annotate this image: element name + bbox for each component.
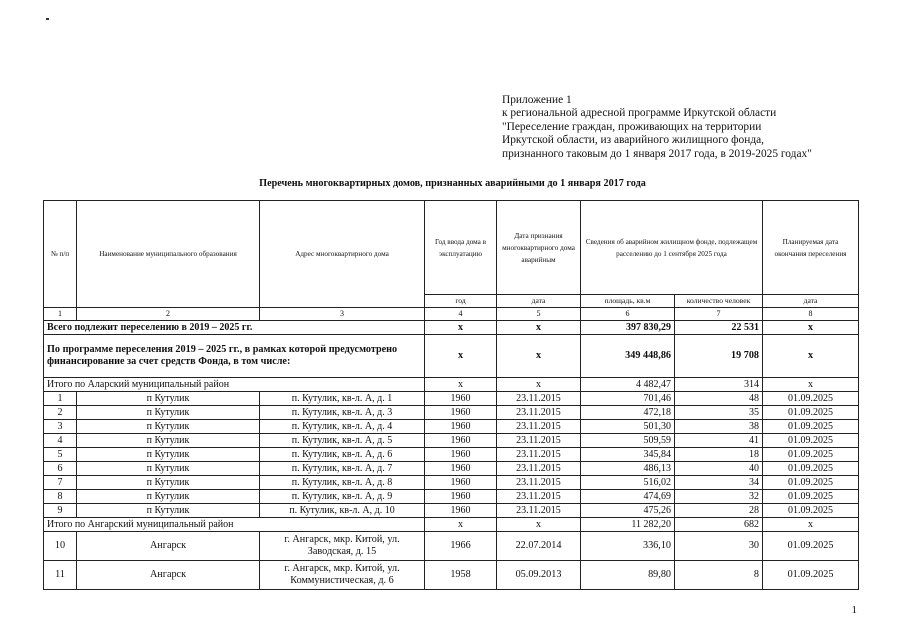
sub-date: дата — [497, 295, 581, 308]
angarsk-total-people: 682 — [675, 518, 763, 532]
cell-people: 18 — [675, 448, 763, 462]
alar-total-planned: x — [763, 378, 859, 392]
cell-address: г. Ангарск, мкр. Китой, ул. Заводская, д. 15 — [260, 532, 425, 561]
table-row — [44, 490, 859, 504]
cell-year: 1960 — [425, 406, 497, 420]
cell-date: 05.09.2013 — [497, 561, 581, 590]
cell-area: 501,30 — [581, 420, 675, 434]
angarsk-total-planned: x — [763, 518, 859, 532]
header-fund-info: Сведения об аварийном жилищном фонде, подлежащем расселению до 1 сентября 2025 года — [581, 201, 763, 295]
cell-date: 23.11.2015 — [497, 392, 581, 406]
col-number: 4 — [425, 308, 497, 321]
cell-area: 516,02 — [581, 476, 675, 490]
cell-num: 11 — [44, 561, 77, 590]
cell-address: п. Кутулик, кв-л. А, д. 4 — [260, 420, 425, 434]
cell-area: 486,13 — [581, 462, 675, 476]
table-row — [44, 448, 859, 462]
appendix-line: Иркутской области, из аварийного жилищного фонда, — [502, 134, 765, 147]
cell-area: 474,69 — [581, 490, 675, 504]
cell-num: 3 — [44, 420, 77, 434]
total-people: 22 531 — [675, 321, 763, 335]
header-num: № п/п — [44, 201, 77, 308]
header-row — [44, 201, 859, 295]
appendix-line: "Переселение граждан, проживающих на территории — [502, 120, 762, 133]
cell-address: п. Кутулик, кв-л. А, д. 3 — [260, 406, 425, 420]
cell-people: 8 — [675, 561, 763, 590]
appendix-line: признанного таковым до 1 января 2017 года, в 2019-2025 годах" — [502, 147, 812, 160]
cell-area: 89,80 — [581, 561, 675, 590]
sub-area: площадь, кв.м — [581, 295, 675, 308]
cell-area: 701,46 — [581, 392, 675, 406]
cell-area: 475,26 — [581, 504, 675, 518]
program-label: По программе переселения 2019 – 2025 гг., в рамках которой предусмотрено финансирование за счет средств Фонда, в том числе: — [44, 335, 425, 378]
cell-people: 32 — [675, 490, 763, 504]
sub-people: количество человек — [675, 295, 763, 308]
table-row — [44, 420, 859, 434]
cell-date: 23.11.2015 — [497, 406, 581, 420]
cell-year: 1960 — [425, 462, 497, 476]
cell-people: 41 — [675, 434, 763, 448]
cell-people: 40 — [675, 462, 763, 476]
cell-area: 472,18 — [581, 406, 675, 420]
total-planned: x — [763, 321, 859, 335]
col-number: 6 — [581, 308, 675, 321]
cell-num: 7 — [44, 476, 77, 490]
col-number: 5 — [497, 308, 581, 321]
cell-planned: 01.09.2025 — [763, 434, 859, 448]
cell-num: 8 — [44, 490, 77, 504]
angarsk-total-area: 11 282,20 — [581, 518, 675, 532]
cell-year: 1960 — [425, 476, 497, 490]
cell-date: 22.07.2014 — [497, 532, 581, 561]
cell-year: 1960 — [425, 434, 497, 448]
cell-people: 30 — [675, 532, 763, 561]
cell-planned: 01.09.2025 — [763, 392, 859, 406]
alar-total-year: x — [425, 378, 497, 392]
cell-year: 1960 — [425, 392, 497, 406]
cell-planned: 01.09.2025 — [763, 561, 859, 590]
table-row — [44, 434, 859, 448]
cell-municipality: п Кутулик — [77, 462, 260, 476]
cell-date: 23.11.2015 — [497, 434, 581, 448]
table-row — [44, 504, 859, 518]
header-address: Адрес многоквартирного дома — [260, 201, 425, 308]
col-number: 1 — [44, 308, 77, 321]
table-row — [44, 476, 859, 490]
cell-year: 1958 — [425, 561, 497, 590]
cell-date: 23.11.2015 — [497, 504, 581, 518]
col-number: 3 — [260, 308, 425, 321]
cell-address: п. Кутулик, кв-л. А, д. 10 — [260, 504, 425, 518]
header-municipality: Наименование муниципального образования — [77, 201, 260, 308]
header-year: Год ввода дома в эксплуатацию — [425, 201, 497, 295]
cell-planned: 01.09.2025 — [763, 504, 859, 518]
sub-year: год — [425, 295, 497, 308]
angarsk-total-date: x — [497, 518, 581, 532]
cell-people: 38 — [675, 420, 763, 434]
total-date: x — [497, 321, 581, 335]
cell-planned: 01.09.2025 — [763, 532, 859, 561]
cell-planned: 01.09.2025 — [763, 462, 859, 476]
header-date-recognized: Дата признания многоквартирного дома аварийным — [497, 201, 581, 295]
appendix-line: Приложение 1 — [502, 94, 572, 106]
cell-area: 345,84 — [581, 448, 675, 462]
program-people: 19 708 — [675, 335, 763, 378]
program-planned: x — [763, 335, 859, 378]
cell-municipality: п Кутулик — [77, 448, 260, 462]
angarsk-total-label: Итого по Ангарский муниципальный район — [44, 518, 425, 532]
program-date: x — [497, 335, 581, 378]
page-number: 1 — [851, 604, 857, 616]
cell-municipality: п Кутулик — [77, 504, 260, 518]
total-area: 397 830,29 — [581, 321, 675, 335]
appendix-line: к региональной адресной программе Иркутской области — [502, 107, 777, 120]
table-row — [44, 392, 859, 406]
cell-municipality: п Кутулик — [77, 392, 260, 406]
cell-date: 23.11.2015 — [497, 448, 581, 462]
scan-speck — [46, 18, 49, 20]
appendix-note — [502, 94, 882, 161]
column-numbers-row — [44, 308, 859, 321]
cell-municipality: п Кутулик — [77, 490, 260, 504]
cell-municipality: п Кутулик — [77, 420, 260, 434]
cell-num: 5 — [44, 448, 77, 462]
total-label: Всего подлежит переселению в 2019 – 2025 гг. — [44, 321, 425, 335]
col-number: 8 — [763, 308, 859, 321]
cell-municipality: п Кутулик — [77, 406, 260, 420]
program-year: x — [425, 335, 497, 378]
cell-year: 1960 — [425, 490, 497, 504]
cell-num: 2 — [44, 406, 77, 420]
cell-num: 10 — [44, 532, 77, 561]
cell-municipality: п Кутулик — [77, 434, 260, 448]
cell-address: п. Кутулик, кв-л. А, д. 8 — [260, 476, 425, 490]
cell-year: 1960 — [425, 448, 497, 462]
program-row — [44, 335, 859, 378]
cell-year: 1960 — [425, 504, 497, 518]
program-area: 349 448,86 — [581, 335, 675, 378]
cell-planned: 01.09.2025 — [763, 448, 859, 462]
table-row — [44, 462, 859, 476]
cell-planned: 01.09.2025 — [763, 476, 859, 490]
alar-total-row — [44, 378, 859, 392]
col-number: 2 — [77, 308, 260, 321]
cell-date: 23.11.2015 — [497, 476, 581, 490]
cell-planned: 01.09.2025 — [763, 490, 859, 504]
total-row — [44, 321, 859, 335]
cell-people: 35 — [675, 406, 763, 420]
alar-total-people: 314 — [675, 378, 763, 392]
cell-planned: 01.09.2025 — [763, 420, 859, 434]
cell-area: 336,10 — [581, 532, 675, 561]
cell-address: г. Ангарск, мкр. Китой, ул. Коммунистическая, д. 6 — [260, 561, 425, 590]
cell-num: 6 — [44, 462, 77, 476]
cell-municipality: Ангарск — [77, 561, 260, 590]
cell-num: 9 — [44, 504, 77, 518]
cell-people: 28 — [675, 504, 763, 518]
alar-total-area: 4 482,47 — [581, 378, 675, 392]
alar-total-date: x — [497, 378, 581, 392]
cell-municipality: Ангарск — [77, 532, 260, 561]
cell-people: 34 — [675, 476, 763, 490]
alar-total-label: Итого по Аларский муниципальный район — [44, 378, 425, 392]
cell-people: 48 — [675, 392, 763, 406]
cell-year: 1966 — [425, 532, 497, 561]
angarsk-total-year: x — [425, 518, 497, 532]
sub-date2: дата — [763, 295, 859, 308]
cell-num: 4 — [44, 434, 77, 448]
cell-year: 1960 — [425, 420, 497, 434]
header-planned-date: Планируемая дата окончания переселения — [763, 201, 859, 295]
document-title: Перечень многоквартирных домов, признанных аварийными до 1 января 2017 года — [259, 178, 646, 189]
table-row — [44, 532, 859, 561]
buildings-table — [43, 200, 859, 590]
angarsk-total-row — [44, 518, 859, 532]
cell-planned: 01.09.2025 — [763, 406, 859, 420]
cell-address: п. Кутулик, кв-л. А, д. 1 — [260, 392, 425, 406]
cell-address: п. Кутулик, кв-л. А, д. 5 — [260, 434, 425, 448]
cell-area: 509,59 — [581, 434, 675, 448]
cell-address: п. Кутулик, кв-л. А, д. 6 — [260, 448, 425, 462]
table-row — [44, 561, 859, 590]
col-number: 7 — [675, 308, 763, 321]
cell-date: 23.11.2015 — [497, 490, 581, 504]
cell-date: 23.11.2015 — [497, 462, 581, 476]
cell-municipality: п Кутулик — [77, 476, 260, 490]
table-row — [44, 406, 859, 420]
total-year: x — [425, 321, 497, 335]
cell-date: 23.11.2015 — [497, 420, 581, 434]
cell-num: 1 — [44, 392, 77, 406]
cell-address: п. Кутулик, кв-л. А, д. 9 — [260, 490, 425, 504]
cell-address: п. Кутулик, кв-л. А, д. 7 — [260, 462, 425, 476]
